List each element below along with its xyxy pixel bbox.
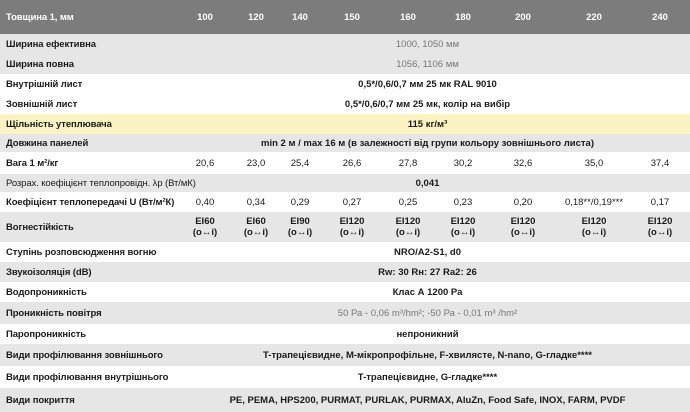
row-label: Види покриття bbox=[6, 394, 75, 406]
table-cell: 20,6 bbox=[195, 157, 215, 169]
table-cell: 26,6 bbox=[342, 157, 362, 169]
table-cell: 0,34 bbox=[246, 196, 266, 208]
table-cell bbox=[493, 212, 553, 242]
header-label: Товщина 1, мм bbox=[6, 11, 74, 23]
table-row bbox=[0, 366, 690, 388]
table-row bbox=[0, 212, 690, 242]
fire-class: EI60 bbox=[246, 216, 266, 227]
table-row bbox=[0, 74, 690, 94]
table-cell: 37,4 bbox=[650, 157, 670, 169]
row-value: Rw: 30 Rн: 27 Rа2: 26 bbox=[378, 266, 477, 278]
row-value: непроникний bbox=[396, 328, 459, 340]
row-label: Вогнестійкість bbox=[6, 221, 74, 233]
table-cell: 30,2 bbox=[453, 157, 473, 169]
table-cell: 32,6 bbox=[513, 157, 533, 169]
table-row bbox=[0, 152, 690, 174]
fire-class: EI120 bbox=[395, 216, 421, 227]
table-cell bbox=[270, 212, 330, 242]
row-label: Щільність утеплювача bbox=[6, 118, 112, 130]
fire-direction: (o↔i) bbox=[339, 227, 365, 238]
row-value: 50 Ра - 0,06 m³/hm²; -50 Ра - 0,01 m³ /hm² bbox=[337, 307, 518, 319]
row-value: 115 кг/м³ bbox=[407, 118, 448, 130]
row-value: NRO/A2-S1, d0 bbox=[393, 246, 462, 258]
table-cell bbox=[322, 212, 382, 242]
table-cell: 0,23 bbox=[453, 196, 473, 208]
row-label: Коефіцієнт теплопередачі U (Вт/м²К) bbox=[6, 196, 175, 208]
fire-direction: (o↔i) bbox=[395, 227, 421, 238]
row-value: 0,5*/0,6/0,7 мм 25 мк RAL 9010 bbox=[358, 78, 497, 90]
row-label: Ширина повна bbox=[6, 58, 74, 70]
table-row bbox=[0, 34, 690, 54]
column-header: 140 bbox=[292, 11, 308, 23]
row-label: Ширина ефективна bbox=[6, 38, 96, 50]
row-label: Довжина панелей bbox=[6, 137, 89, 149]
row-label: Види профілювання зовнішнього bbox=[6, 349, 163, 361]
row-label: Паропроникність bbox=[6, 328, 87, 340]
table-cell bbox=[630, 212, 690, 242]
table-row bbox=[0, 302, 690, 324]
table-cell: 25,4 bbox=[290, 157, 310, 169]
table-cell: 0,20 bbox=[513, 196, 533, 208]
fire-direction: (o↔i) bbox=[450, 227, 476, 238]
row-value: PE, PEMA, HPS200, PURMAT, PURLAK, PURMAX, AluZn, Food Safe, INOX, FARM, PVDF bbox=[229, 394, 626, 406]
fire-direction: (o↔i) bbox=[647, 227, 673, 238]
fire-direction: (o↔i) bbox=[510, 227, 536, 238]
table-row bbox=[0, 388, 690, 412]
row-value: min 2 м / max 16 м (в залежності від групи кольору зовнішнього листа) bbox=[261, 137, 594, 149]
row-label: Вага 1 м²/кг bbox=[6, 157, 59, 169]
row-label: Зовнішній лист bbox=[6, 98, 78, 110]
column-header: 150 bbox=[344, 11, 360, 23]
table-cell: 0,29 bbox=[290, 196, 310, 208]
table-cell: 23,0 bbox=[246, 157, 266, 169]
header-row bbox=[0, 0, 690, 34]
table-cell bbox=[378, 212, 438, 242]
row-label: Проникність повітря bbox=[6, 307, 102, 319]
table-row bbox=[0, 344, 690, 366]
row-label: Ступінь розповсюдження вогню bbox=[6, 246, 157, 258]
row-label: Водопроникність bbox=[6, 286, 87, 298]
fire-class: EI90 bbox=[290, 216, 310, 227]
fire-class: EI60 bbox=[195, 216, 215, 227]
table-cell: 0,17 bbox=[650, 196, 670, 208]
table-row bbox=[0, 262, 690, 282]
column-header: 180 bbox=[455, 11, 471, 23]
column-header: 120 bbox=[248, 11, 264, 23]
fire-direction: (o↔i) bbox=[243, 227, 269, 238]
table-cell bbox=[433, 212, 493, 242]
table-row bbox=[0, 94, 690, 114]
fire-direction: (o↔i) bbox=[287, 227, 313, 238]
fire-class: EI120 bbox=[647, 216, 673, 227]
table-row bbox=[0, 54, 690, 74]
column-header: 200 bbox=[515, 11, 531, 23]
table-row bbox=[0, 192, 690, 212]
table-row bbox=[0, 242, 690, 262]
table-cell: 27,8 bbox=[398, 157, 418, 169]
table-cell: 0,18**/0,19*** bbox=[564, 196, 624, 208]
fire-class: EI120 bbox=[450, 216, 476, 227]
row-label: Звукоізоляція (dB) bbox=[6, 266, 92, 278]
fire-direction: (o↔i) bbox=[581, 227, 607, 238]
table-row bbox=[0, 114, 690, 134]
column-header: 240 bbox=[652, 11, 668, 23]
row-label: Внутрішній лист bbox=[6, 78, 83, 90]
table-row bbox=[0, 324, 690, 344]
row-value: 1056, 1106 мм bbox=[396, 58, 459, 70]
row-value: Клас А 1200 Ра bbox=[392, 286, 463, 298]
fire-class: EI120 bbox=[339, 216, 365, 227]
table-cell: 0,25 bbox=[398, 196, 418, 208]
row-value: T-трапецієвидне, G-гладке**** bbox=[357, 371, 498, 383]
table-cell bbox=[564, 212, 624, 242]
table-row bbox=[0, 282, 690, 302]
table-cell: 0,27 bbox=[342, 196, 362, 208]
fire-direction: (o↔i) bbox=[192, 227, 218, 238]
column-header: 100 bbox=[197, 11, 213, 23]
fire-class: EI120 bbox=[581, 216, 607, 227]
row-value: 1000, 1050 мм bbox=[395, 38, 460, 50]
row-label: Розрах. коефіцієнт теплопровідн. λр (Вт/мК) bbox=[6, 177, 196, 189]
table-row bbox=[0, 174, 690, 192]
row-value: 0,5*/0,6/0,7 мм 25 мк, колір на вибір bbox=[344, 98, 511, 110]
row-label: Види профілювання внутрішнього bbox=[6, 371, 169, 383]
table-cell: 35,0 bbox=[584, 157, 604, 169]
column-header: 160 bbox=[400, 11, 416, 23]
row-value: 0,041 bbox=[415, 177, 440, 189]
fire-class: EI120 bbox=[510, 216, 536, 227]
column-header: 220 bbox=[586, 11, 602, 23]
table-row bbox=[0, 134, 690, 152]
row-value: T-трапецієвидне, M-мікропрофільне, F-хвилясте, N-nano, G-гладке**** bbox=[263, 349, 592, 361]
table-cell: 0,40 bbox=[195, 196, 215, 208]
